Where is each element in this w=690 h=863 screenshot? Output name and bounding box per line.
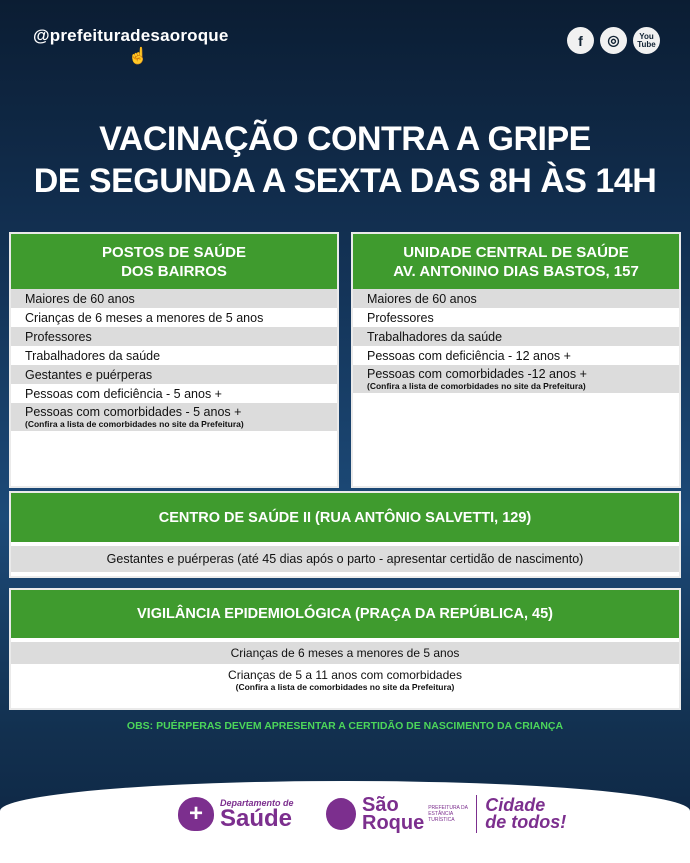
page-title — [0, 118, 690, 202]
list-item: Pessoas com deficiência - 12 anos + — [367, 348, 571, 363]
list-item: Gestantes e puérperas — [11, 365, 337, 384]
central-panel — [351, 232, 681, 488]
departamento-saude-text — [220, 798, 294, 830]
list-item: Trabalhadores da saúde — [25, 348, 161, 363]
list-item-label: Pessoas com comorbidades - 5 anos + — [25, 405, 242, 419]
central-header — [353, 234, 679, 289]
instagram-icon[interactable]: ◎ — [600, 27, 627, 54]
departamento-saude-logo — [178, 797, 294, 831]
social-links — [567, 27, 660, 54]
list-item: Pessoas com deficiência - 5 anos + — [25, 386, 222, 401]
list-item — [11, 664, 679, 694]
list-item: Professores — [11, 327, 337, 346]
dept-small: Departamento de — [220, 798, 294, 808]
facebook-icon[interactable]: f — [567, 27, 594, 54]
obs-note: OBS: PUÉRPERAS DEVEM APRESENTAR A CERTIDÃO DE NASCIMENTO DA CRIANÇA — [126, 720, 564, 732]
list-item: Crianças de 6 meses a menores de 5 anos — [25, 310, 264, 325]
central-header-line-1: UNIDADE CENTRAL DE SAÚDE — [403, 243, 629, 261]
list-item: Trabalhadores da saúde — [353, 327, 679, 346]
centro2-header: CENTRO DE SAÚDE II (RUA ANTÔNIO SALVETTI, 129) — [11, 493, 679, 542]
logo-divider — [476, 795, 477, 833]
list-item: Professores — [367, 310, 434, 325]
sao-roque-logo — [326, 795, 566, 833]
city-line-1: São — [362, 794, 399, 816]
list-item: Maiores de 60 anos — [353, 289, 679, 308]
slogan-line-1: Cidade — [485, 795, 546, 815]
comorbidades-note: (Confira a lista de comorbidades no site da Prefeitura) — [367, 381, 586, 391]
heart-cross-icon: + — [178, 797, 214, 831]
list-item-label: Crianças de 5 a 11 anos com comorbidades — [228, 668, 462, 682]
comorbidades-note: (Confira a lista de comorbidades no site da Prefeitura) — [25, 419, 244, 429]
grape-icon — [326, 798, 356, 830]
centro2-panel — [9, 491, 681, 578]
prefeitura-small: PREFEITURA DA ESTÂNCIA TURÍSTICA — [428, 805, 468, 823]
title-line-1: VACINAÇÃO CONTRA A GRIPE — [99, 120, 591, 158]
slogan-line-2: de todos! — [485, 812, 567, 832]
list-item — [11, 403, 337, 431]
postos-header-line-1: POSTOS DE SAÚDE — [102, 243, 246, 261]
vigilancia-header: VIGILÂNCIA EPIDEMIOLÓGICA (PRAÇA DA REPÚBLICA, 45) — [11, 590, 679, 638]
instagram-handle[interactable]: @prefeituradesaoroque — [33, 26, 229, 45]
list-item: Maiores de 60 anos — [11, 289, 337, 308]
dept-big: Saúde — [220, 805, 293, 832]
sao-roque-text — [362, 796, 424, 832]
list-item: Gestantes e puérperas (até 45 dias após o parto - apresentar certidão de nascimento) — [11, 546, 679, 572]
list-item-label: Pessoas com comorbidades -12 anos + — [367, 367, 587, 381]
postos-header — [11, 234, 337, 289]
list-item: Crianças de 6 meses a menores de 5 anos — [11, 642, 679, 664]
vigilancia-panel — [9, 588, 681, 710]
list-item — [353, 365, 679, 393]
central-header-line-2: AV. ANTONINO DIAS BASTOS, 157 — [393, 262, 639, 280]
title-line-2: DE SEGUNDA A SEXTA DAS 8H ÀS 14H — [33, 162, 657, 200]
city-line-2: Roque — [362, 812, 425, 834]
postos-header-line-2: DOS BAIRROS — [121, 262, 227, 280]
pointer-hand-icon: ☝ — [128, 48, 148, 65]
slogan — [485, 797, 566, 831]
postos-panel — [9, 232, 339, 488]
comorbidades-note: (Confira a lista de comorbidades no site da Prefeitura) — [235, 682, 455, 692]
youtube-icon[interactable]: You Tube — [633, 27, 660, 54]
